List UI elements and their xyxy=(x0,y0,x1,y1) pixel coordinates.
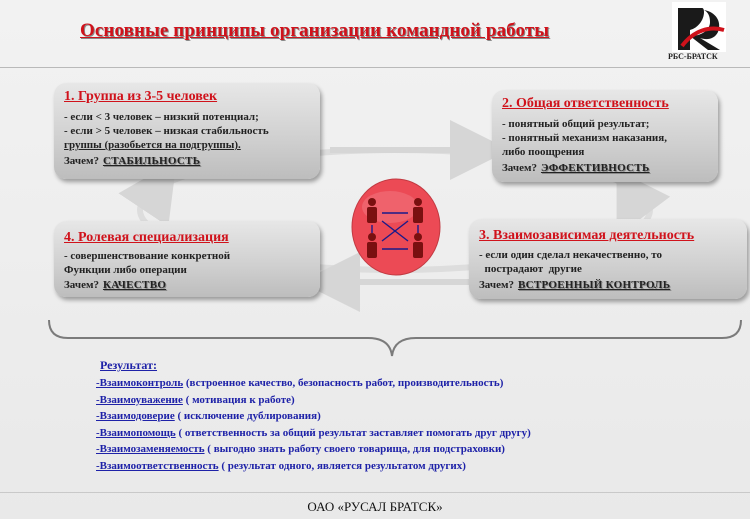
result-item: -Взаимозаменяемость ( выгодно знать работу своего товарища, для подстраховки) xyxy=(96,443,505,455)
principle-text: - понятный механизм наказания, xyxy=(502,132,667,144)
result-item: -Взаимопомощь ( ответственность за общий результат заставляет помогать друг другу) xyxy=(96,426,531,439)
principle-text: - совершенствование конкретной xyxy=(64,250,231,262)
principle-why xyxy=(64,155,200,167)
why-value: ВСТРОЕННЫЙ КОНТРОЛЬ xyxy=(517,279,671,291)
page-title: Основные принципы организации командной работы xyxy=(80,20,550,41)
principle-text: - понятный общий результат; xyxy=(502,118,650,130)
why-label: Зачем? xyxy=(64,279,99,291)
result-item: -Взаимодоверие ( исключение дублирования) xyxy=(96,410,321,422)
footer-company: ОАО «РУСАЛ БРАТСК» xyxy=(307,499,443,514)
principle-why xyxy=(64,279,166,291)
principle-box-interdependent-activity xyxy=(469,219,747,299)
team-circle xyxy=(350,177,442,277)
result-item: -Взаимоответственность ( результат одного, является результатом других) xyxy=(96,459,466,472)
principle-why xyxy=(502,162,650,174)
why-value: СТАБИЛЬНОСТЬ xyxy=(102,155,201,167)
principle-text: либо поощрения xyxy=(502,146,585,158)
principle-text: Функции либо операции xyxy=(64,264,187,276)
principle-box-role-specialization xyxy=(54,221,320,297)
principle-box-group-size xyxy=(54,83,320,179)
result-item: -Взаимоуважение ( мотивация к работе) xyxy=(96,393,295,406)
why-label: Зачем? xyxy=(64,155,99,167)
principle-why xyxy=(479,279,670,291)
results-heading: Результат: xyxy=(100,358,158,372)
why-value: КАЧЕСТВО xyxy=(102,279,167,291)
principle-heading: 1. Группа из 3-5 человек xyxy=(64,89,218,104)
principle-box-shared-responsibility xyxy=(492,90,718,182)
why-label: Зачем? xyxy=(502,162,537,174)
principle-heading: 2. Общая ответственность xyxy=(502,96,669,111)
footer-divider xyxy=(0,492,750,493)
principle-text: пострадают другие xyxy=(479,263,582,275)
why-label: Зачем? xyxy=(479,279,514,291)
principle-text: - если < 3 человек – низкий потенциал; xyxy=(64,111,259,123)
result-item: -Взаимоконтроль (встроенное качество, безопасность работ, производительность) xyxy=(96,377,504,389)
summary-brace xyxy=(46,318,746,360)
principle-text: группы (разобьется на подгруппы). xyxy=(64,139,241,151)
principle-text: - если > 5 человек – низкая стабильность xyxy=(64,125,269,137)
logo-caption: РБС-БРАТСК xyxy=(668,52,718,61)
results-list xyxy=(96,358,531,474)
principle-heading: 4. Ролевая специализация xyxy=(64,230,229,245)
why-value: ЭФФЕКТИВНОСТЬ xyxy=(540,162,650,174)
principle-text: - если один сделал некачественно, то xyxy=(479,249,662,261)
principle-heading: 3. Взаимозависимая деятельность xyxy=(479,228,695,243)
